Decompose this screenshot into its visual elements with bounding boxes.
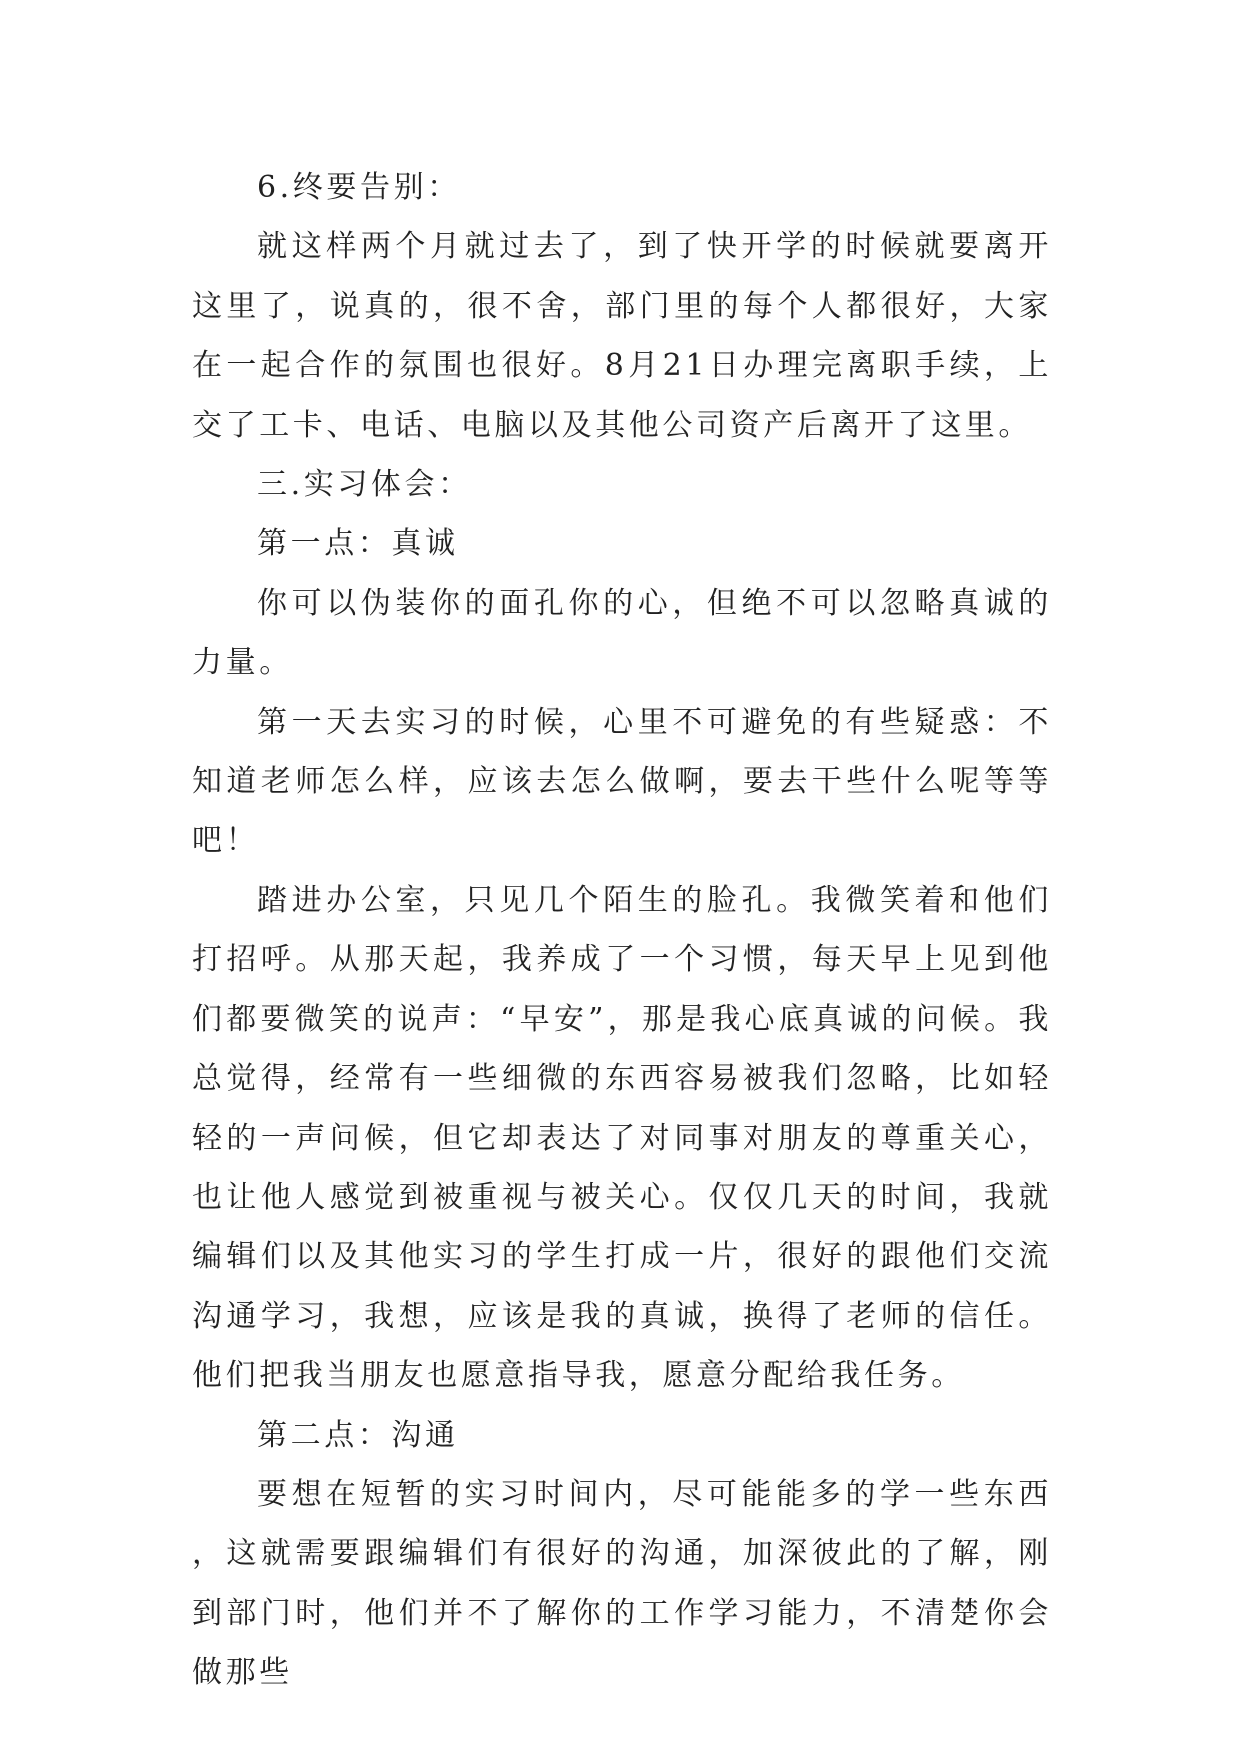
- subheading-communication: 第二点：沟通: [257, 1417, 459, 1453]
- section-heading-experience: 三.实习体会：: [257, 467, 472, 503]
- subheading-sincerity: 第一点：真诚: [257, 526, 459, 562]
- section-heading-farewell: 6.终要告别：: [257, 170, 461, 205]
- paragraph-office: 踏进办公室，只见几个陌生的脸孔。我微笑着和他们打招呼。从那天起，我养成了一个习惯，每天早上见到他们都要微笑的说声：“早安”，那是我心底真诚的问候。我总觉得，经常有一些细微的东西容易被我们忽略，比如轻轻的一声问候，但它却表达了对同事对朋友的尊重关心，也让他人感觉到被重视与被关心。仅仅几天的时间，我就编辑们以及其他实习的学生打成一片，很好的跟他们交流沟通学习，我想，应该是我的真诚，换得了老师的信任。他们把我当朋友也愿意指导我，愿意分配给我任务。: [192, 882, 1052, 1394]
- document-body: [192, 158, 1052, 1703]
- paragraph-communication: 要想在短暂的实习时间内，尽可能能多的学一些东西，这就需要跟编辑们有很好的沟通，加深彼此的了解，刚到部门时，他们并不了解你的工作学习能力，不清楚你会做那些: [192, 1476, 1052, 1691]
- paragraph-farewell: 就这样两个月就过去了，到了快开学的时候就要离开这里了，说真的，很不舍，部门里的每个人都很好，大家在一起合作的氛围也很好。8月21日办理完离职手续，上交了工卡、电话、电脑以及其他公司资产后离开了这里。: [192, 229, 1052, 443]
- paragraph-sincerity-quote: 你可以伪装你的面孔你的心，但绝不可以忽略真诚的力量。: [192, 585, 1052, 681]
- paragraph-first-day: 第一天去实习的时候，心里不可避免的有些疑惑：不知道老师怎么样，应该去怎么做啊，要去干些什么呢等等吧！: [192, 704, 1052, 859]
